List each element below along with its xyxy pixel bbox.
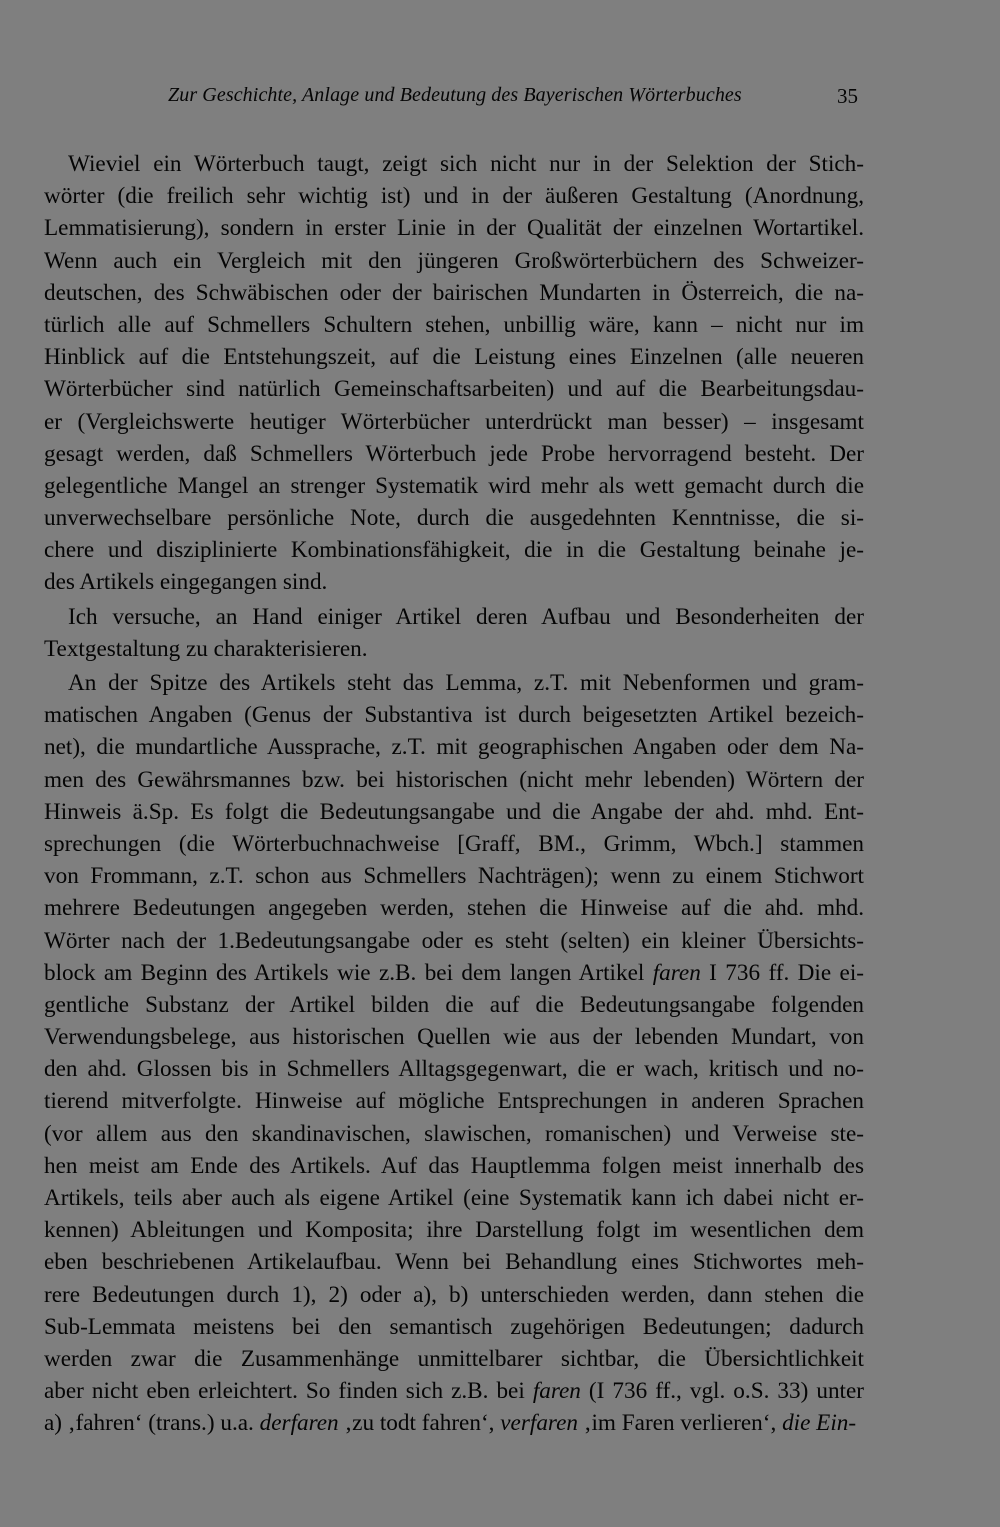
text-line (44, 860, 864, 892)
text-run: türlich alle auf Schmellers Schultern stehen, unbillig wäre, kann – nicht nur im (44, 311, 864, 338)
running-title: Zur Geschichte, Anlage und Bedeutung des Bayerischen Wörterbuches (168, 84, 742, 106)
text-run: wörter (die freilich sehr wichtig ist) und in der äußeren Gestaltung (Anordnung, (44, 183, 864, 210)
text-run: von Frommann, z.T. schon aus Schmellers Nachträgen); wenn zu einem Stichwort (44, 863, 864, 890)
text-run: ‚im Faren verlieren‘, (577, 1410, 783, 1437)
text-line (44, 957, 864, 989)
text-line (44, 148, 864, 180)
text-line (44, 1375, 864, 1407)
text-line (44, 212, 864, 244)
text-run: An der Spitze des Artikels steht das Lemma, z.T. mit Nebenformen und gram- (68, 670, 864, 696)
text-run: sprechungen (die Wörterbuchnachweise [Graff, BM., Grimm, Wbch.] stammen (44, 830, 864, 857)
text-line (44, 1021, 864, 1053)
text-line (44, 1214, 864, 1246)
text-line (44, 180, 864, 212)
text-run: (vor allem aus den skandinavischen, slawischen, romanischen) und Verweise ste- (44, 1120, 864, 1147)
text-line (44, 925, 864, 957)
text-run: kennen) Ableitungen und Komposita; ihre Darstellung folgt im wesentlichen dem (44, 1217, 864, 1244)
paragraph (44, 148, 864, 599)
text-line (44, 470, 864, 502)
text-run: Wörter nach der 1.Bedeutungsangabe oder es steht (selten) ein kleiner Übersichts- (44, 927, 864, 954)
text-line (44, 667, 864, 699)
text-run: Ich versuche, an Hand einiger Artikel deren Aufbau und Besonderheiten der (68, 603, 864, 630)
italic-term: die Ein- (782, 1410, 857, 1437)
text-line (44, 892, 864, 924)
text-line (44, 699, 864, 731)
text-run: mehrere Bedeutungen angegeben werden, stehen die Hinweise auf die ahd. mhd. (44, 895, 864, 922)
text-run: Wieviel ein Wörterbuch taugt, zeigt sich nicht nur in der Selektion der Stich- (68, 151, 864, 177)
italic-term: faren (532, 1378, 581, 1405)
text-run: Sub-Lemmata meistens bei den semantisch zugehörigen Bedeutungen; dadurch (44, 1313, 864, 1340)
text-run: matischen Angaben (Genus der Substantiva ist durch beigesetzten Artikel bezeich- (44, 702, 864, 729)
text-run: den ahd. Glossen bis in Schmellers Alltagsgegenwart, die er wach, kritisch und no- (44, 1056, 864, 1083)
text-run: hen meist am Ende des Artikels. Auf das Hauptlemma folgen meist innerhalb des (44, 1152, 864, 1179)
text-run: block am Beginn des Artikels wie z.B. bei dem langen Artikel (44, 959, 653, 986)
text-run: Lemmatisierung), sondern in erster Linie in der Qualität der einzelnen Wortartikel. (44, 215, 864, 242)
text-run: chere und disziplinierte Kombinationsfähigkeit, die in die Gestaltung beinahe je- (44, 537, 864, 564)
text-run: unverwechselbare persönliche Note, durch die ausgedehnten Kenntnisse, die si- (44, 505, 864, 532)
text-run: deutschen, des Schwäbischen oder der bairischen Mundarten in Österreich, die na- (44, 279, 864, 306)
text-line (44, 245, 864, 277)
text-run: er (Vergleichswerte heutiger Wörterbücher unterdrückt man besser) – insgesamt (44, 408, 864, 435)
running-head (168, 84, 858, 114)
text-run: aber nicht eben erleichtert. So finden sich z.B. bei (44, 1378, 533, 1405)
text-line (44, 989, 864, 1021)
text-line (44, 1279, 864, 1311)
text-line (44, 731, 864, 763)
text-run: rere Bedeutungen durch 1), 2) oder a), b) unterschieden werden, dann stehen die (44, 1281, 864, 1308)
text-run: men des Gewährsmannes bzw. bei historischen (nicht mehr lebenden) Wörtern der (44, 766, 864, 793)
text-line (44, 1053, 864, 1085)
text-line (44, 406, 864, 438)
text-run: Textgestaltung zu charakterisieren. (44, 635, 368, 662)
italic-term: verfaren (500, 1410, 578, 1437)
text-line (44, 1407, 864, 1439)
text-run: gesagt werden, daß Schmellers Wörterbuch jede Probe hervorragend besteht. Der (44, 440, 864, 467)
paragraph (44, 667, 864, 1440)
text-run: net), die mundartliche Aussprache, z.T. mit geographischen Angaben oder dem Na- (44, 734, 864, 761)
text-line (44, 1182, 864, 1214)
text-run: des Artikels eingegangen sind. (44, 569, 328, 596)
text-run: Hinweis ä.Sp. Es folgt die Bedeutungsangabe und die Angabe der ahd. mhd. Ent- (44, 798, 864, 825)
text-line (44, 828, 864, 860)
text-line (44, 1150, 864, 1182)
text-run: a) ‚fahren‘ (trans.) u.a. (44, 1410, 260, 1437)
text-line (44, 1343, 864, 1375)
text-line (44, 502, 864, 534)
text-run: Artikels, teils aber auch als eigene Artikel (eine Systematik kann ich dabei nicht er- (44, 1185, 864, 1211)
italic-term: derfaren (259, 1410, 339, 1437)
text-line (44, 601, 864, 633)
text-line (44, 341, 864, 373)
paragraph (44, 601, 864, 665)
text-line (44, 796, 864, 828)
text-line (44, 309, 864, 341)
text-run: Wenn auch ein Vergleich mit den jüngeren Großwörterbüchern des Schweizer- (44, 247, 864, 274)
text-line (44, 633, 864, 665)
text-line (44, 764, 864, 796)
text-run: gelegentliche Mangel an strenger Systematik wird mehr als wett gemacht durch die (44, 472, 864, 499)
text-line (44, 277, 864, 309)
text-line (44, 1085, 864, 1117)
text-line (44, 1311, 864, 1343)
body-text (44, 148, 864, 1440)
text-run: werden zwar die Zusammenhänge unmittelbarer sichtbar, die Übersichtlichkeit (44, 1345, 864, 1372)
italic-term: faren (652, 959, 701, 986)
text-run: I 736 ff. Die ei- (700, 959, 864, 986)
text-run: Wörterbücher sind natürlich Gemeinschaftsarbeiten) und auf die Bearbeitungsdau- (44, 376, 864, 403)
text-line (44, 1246, 864, 1278)
text-run: (I 736 ff., vgl. o.S. 33) unter (580, 1378, 865, 1405)
text-line (44, 438, 864, 470)
text-run: gentliche Substanz der Artikel bilden die auf die Bedeutungsangabe folgenden (44, 991, 864, 1018)
text-line (44, 534, 864, 566)
text-run: Hinblick auf die Entstehungszeit, auf die Leistung eines Einzelnen (alle neueren (44, 344, 864, 371)
page-number: 35 (837, 84, 858, 108)
text-run: Verwendungsbelege, aus historischen Quellen wie aus der lebenden Mundart, von (44, 1024, 864, 1051)
text-line (44, 1118, 864, 1150)
text-run: tierend mitverfolgte. Hinweise auf mögliche Entsprechungen in anderen Sprachen (44, 1088, 864, 1115)
text-line (44, 373, 864, 405)
text-line (44, 566, 864, 598)
text-run: eben beschriebenen Artikelaufbau. Wenn bei Behandlung eines Stichwortes meh- (44, 1249, 864, 1276)
text-run: ‚zu todt fahren‘, (338, 1410, 501, 1437)
